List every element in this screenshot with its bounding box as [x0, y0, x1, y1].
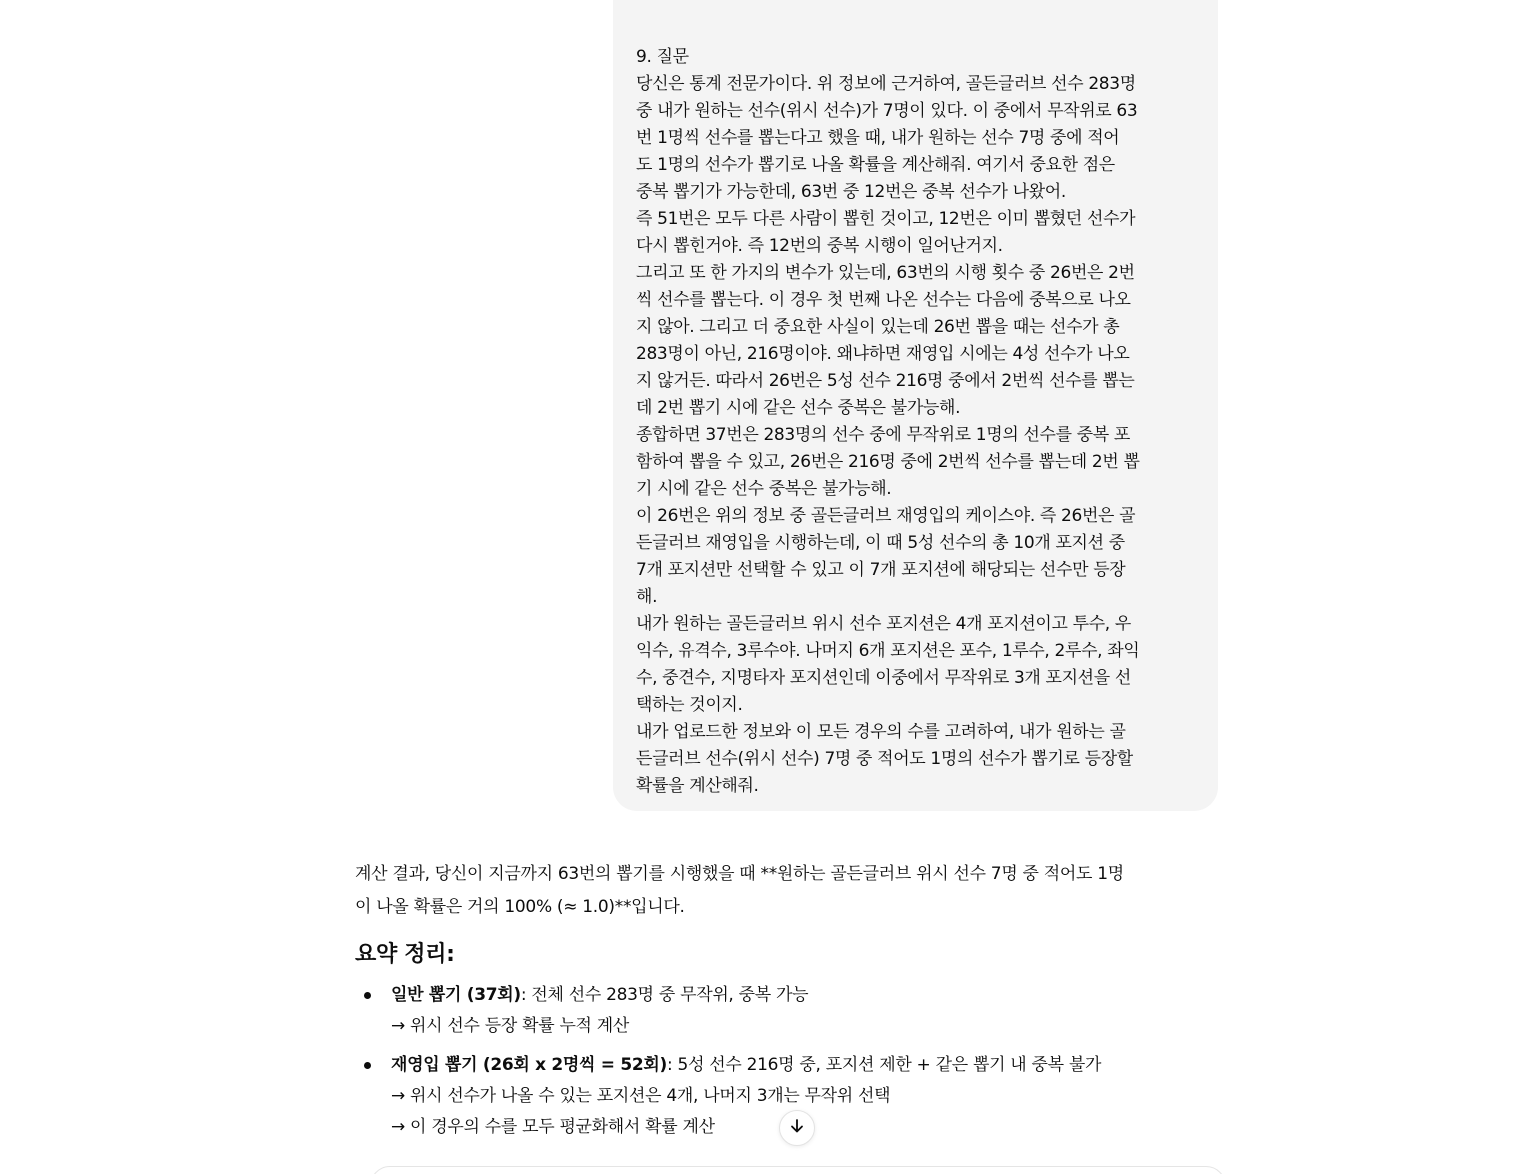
- user-message-line: 든글러브 재영입을 시행하는데, 이 때 5성 선수의 총 10개 포지션 중: [636, 533, 1125, 553]
- list-item-bold-label: 일반 뽑기 (37회): [391, 985, 521, 1005]
- user-message-line: 내가 원하는 골든글러브 위시 선수 포지션은 4개 포지션이고 투수, 우: [636, 614, 1131, 634]
- list-item-bold-label: 재영입 뽑기 (26회 x 2명씩 = 52회): [391, 1055, 668, 1075]
- user-message-line: 번 1명씩 선수를 뽑는다고 했을 때, 내가 원하는 선수 7명 중에 적어: [636, 128, 1120, 148]
- user-message-line: 익수, 유격수, 3루수야. 나머지 6개 포지션은 포수, 1루수, 2루수, 좌익: [636, 641, 1140, 661]
- user-message-line: 중복 뽑기가 가능한데, 63번 중 12번은 중복 선수가 나왔어.: [636, 182, 1066, 202]
- user-message-line: 데 2번 뽑기 시에 같은 선수 중복은 불가능해.: [636, 398, 961, 418]
- user-message-line: 다시 뽑힌거야. 즉 12번의 중복 시행이 일어난거지.: [636, 236, 1003, 256]
- user-message-line: 씩 선수를 뽑는다. 이 경우 첫 번째 나온 선수는 다음에 중복으로 나오: [636, 290, 1131, 310]
- user-message-line: 내가 업로드한 정보와 이 모든 경우의 수를 고려하여, 내가 원하는 골: [636, 722, 1126, 742]
- user-message-line: 9. 질문: [636, 47, 689, 67]
- user-message-line: 택하는 것이지.: [636, 695, 743, 715]
- list-item-subline: → 이 경우의 수를 모두 평균화해서 확률 계산: [391, 1117, 715, 1137]
- scroll-to-bottom-button[interactable]: [779, 1110, 815, 1146]
- user-message-line: 중 내가 원하는 선수(위시 선수)가 7명이 있다. 이 중에서 무작위로 63: [636, 101, 1138, 121]
- bullet-dot-icon: [364, 992, 371, 999]
- user-message-line: 해.: [636, 587, 658, 607]
- user-message-line: 그리고 또 한 가지의 변수가 있는데, 63번의 시행 횟수 중 26번은 2번: [636, 263, 1135, 283]
- list-item-line: [391, 979, 1225, 1011]
- user-message-line: 수, 중견수, 지명타자 포지션인데 이중에서 무작위로 3개 포지션을 선: [636, 668, 1131, 688]
- list-item-text: : 5성 선수 216명 중, 포지션 제한 + 같은 뽑기 내 중복 불가: [667, 1055, 1102, 1075]
- user-message-line: 도 1명의 선수가 뽑기로 나올 확률을 계산해줘. 여기서 중요한 점은: [636, 155, 1115, 175]
- list-item-text: : 전체 선수 283명 중 무작위, 중복 가능: [520, 985, 809, 1005]
- user-message-line: 7개 포지션만 선택할 수 있고 이 7개 포지션에 해당되는 선수만 등장: [636, 560, 1126, 580]
- list-item: [355, 979, 1225, 1042]
- user-message-line: 당신은 통계 전문가이다. 위 정보에 근거하여, 골든글러브 선수 283명: [636, 74, 1136, 94]
- list-item-line: [391, 1049, 1225, 1081]
- user-message-line: 기 시에 같은 선수 중복은 불가능해.: [636, 479, 892, 499]
- assistant-paragraph-line: 계산 결과, 당신이 지금까지 63번의 뽑기를 시행했을 때 **원하는 골든글러브 위시 선수 7명 중 적어도 1명: [355, 864, 1124, 884]
- list-item-subline: → 위시 선수가 나올 수 있는 포지션은 4개, 나머지 3개는 무작위 선택: [391, 1086, 891, 1106]
- user-message-line: 이 26번은 위의 정보 중 골든글러브 재영입의 케이스야. 즉 26번은 골: [636, 506, 1136, 526]
- user-message-line: 함하여 뽑을 수 있고, 26번은 216명 중에 2번씩 선수를 뽑는데 2번 뽑: [636, 452, 1140, 472]
- summary-heading: 요약 정리:: [355, 942, 455, 967]
- user-message-line: 283명이 아닌, 216명이야. 왜냐하면 재영입 시에는 4성 선수가 나오: [636, 344, 1130, 364]
- user-message-line: 확률을 계산해줘.: [636, 776, 759, 796]
- arrow-down-icon: [788, 1117, 806, 1139]
- user-message-line: 든글러브 선수(위시 선수) 7명 중 적어도 1명의 선수가 뽑기로 등장할: [636, 749, 1133, 769]
- user-message-line: 즉 51번은 모두 다른 사람이 뽑힌 것이고, 12번은 이미 뽑혔던 선수가: [636, 209, 1136, 229]
- list-item-subline: → 위시 선수 등장 확률 누적 계산: [391, 1016, 630, 1036]
- assistant-message: [355, 858, 1225, 1150]
- bullet-dot-icon: [364, 1062, 371, 1069]
- user-message-bubble: [613, 0, 1218, 811]
- user-message-line: 종합하면 37번은 283명의 선수 중에 무작위로 1명의 선수를 중복 포: [636, 425, 1131, 445]
- assistant-paragraph-line: 이 나올 확률은 거의 100% (≈ 1.0)**입니다.: [355, 897, 685, 917]
- user-message-line: 지 않거든. 따라서 26번은 5성 선수 216명 중에서 2번씩 선수를 뽑는: [636, 371, 1135, 391]
- message-composer[interactable]: [370, 1166, 1226, 1174]
- user-message-line: 지 않아. 그리고 더 중요한 사실이 있는데 26번 뽑을 때는 선수가 총: [636, 317, 1120, 337]
